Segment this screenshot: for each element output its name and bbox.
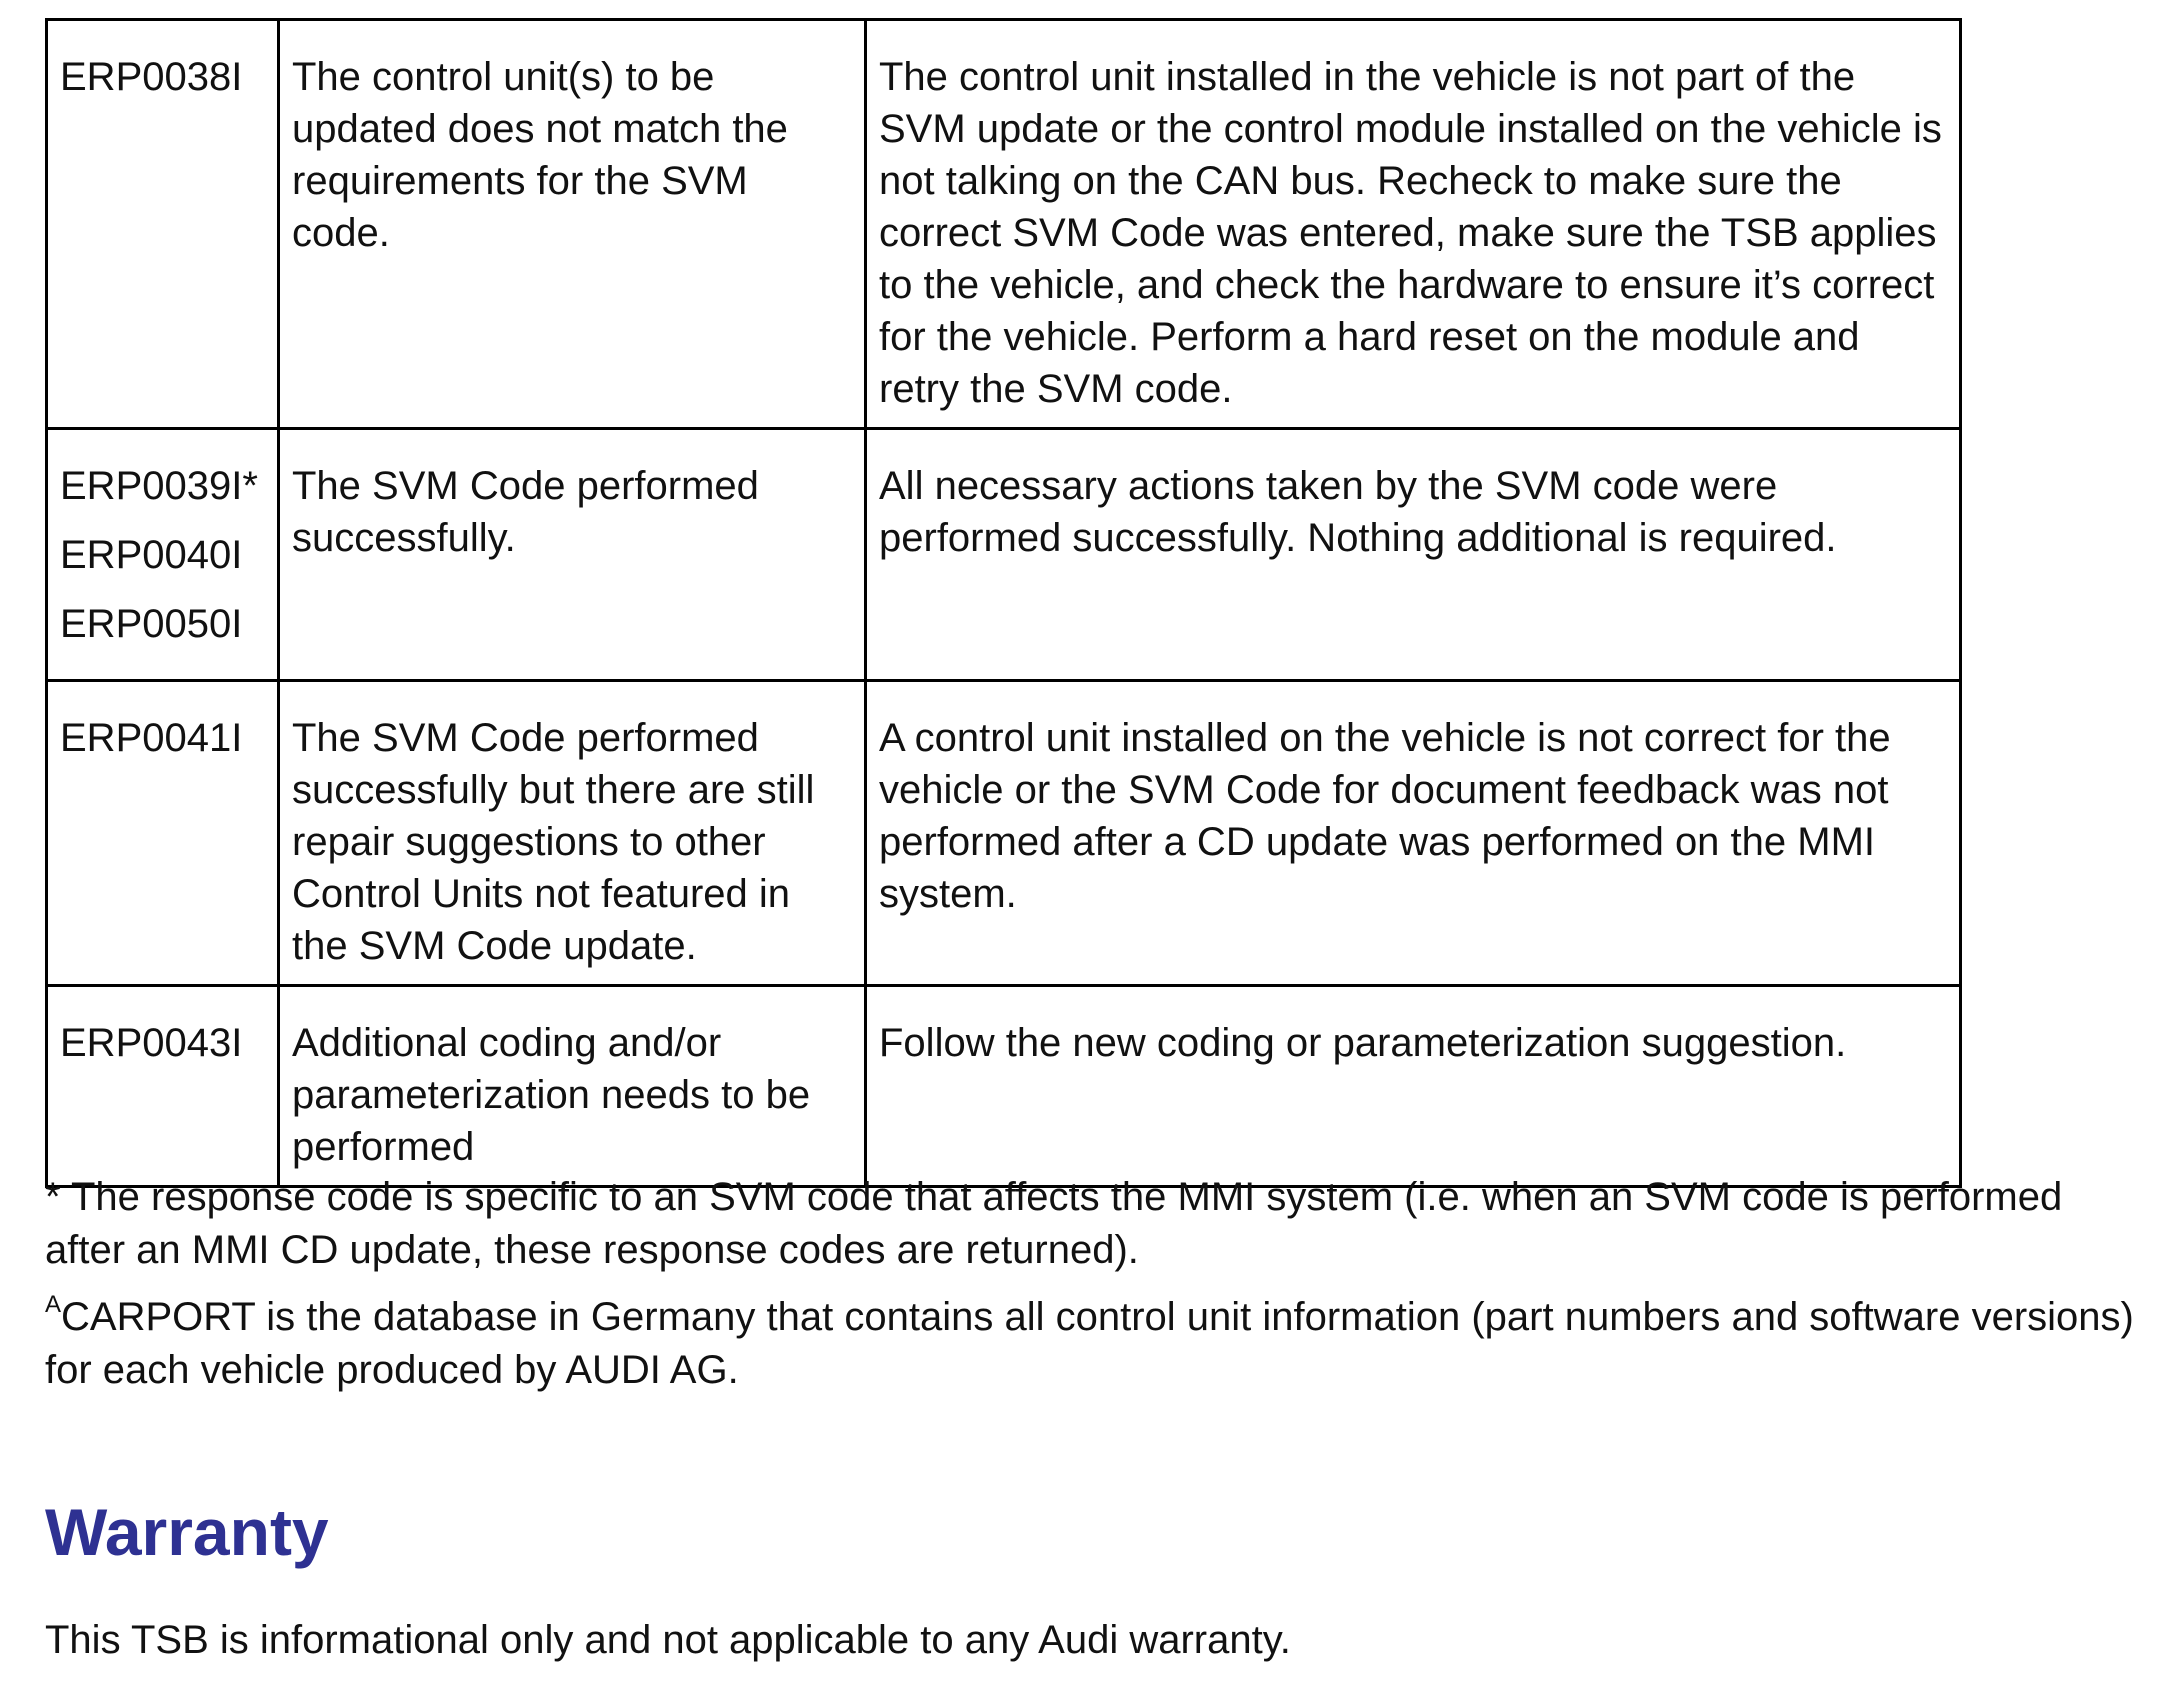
response-code-cell — [47, 20, 279, 429]
warranty-text: This TSB is informational only and not applicable to any Audi warranty. — [45, 1618, 1291, 1662]
response-code: ERP0041I — [60, 716, 243, 760]
response-code: ERP0050I — [60, 602, 243, 646]
footnote-carport — [45, 1291, 2145, 1397]
action-cell: A control unit installed on the vehicle is not correct for the vehicle or the SVM Code for document feedback was not performed after a CD update was performed on the MMI system. — [866, 681, 1961, 986]
response-code: ERP0043I — [60, 1021, 243, 1065]
description-cell: The SVM Code performed successfully but there are still repair suggestions to other Control Units not featured in the SVM Code update. — [279, 681, 866, 986]
footnote-marker: A — [45, 1291, 62, 1318]
description-cell: The control unit(s) to be updated does not match the requirements for the SVM code. — [279, 20, 866, 429]
description-cell: Additional coding and/or parameterization needs to be performed — [279, 986, 866, 1187]
action-cell: Follow the new coding or parameterization suggestion. — [866, 986, 1961, 1187]
response-codes-table — [45, 18, 1962, 1188]
action-cell: All necessary actions taken by the SVM code were performed successfully. Nothing additional is required. — [866, 429, 1961, 681]
table-row — [47, 20, 1961, 429]
table-row — [47, 681, 1961, 986]
action-cell: The control unit installed in the vehicle is not part of the SVM update or the control module installed on the vehicle is not talking on the CAN bus. Recheck to make sure the correct SVM Code was entered, make sure the TSB applies to the vehicle, and check the hardware to ensure it’s correct for the vehicle. Perform a hard reset on the module and retry the SVM code. — [866, 20, 1961, 429]
footnote-asterisk: * The response code is specific to an SVM code that affects the MMI system (i.e. when an SVM code is performed after an MMI CD update, these response codes are returned). — [45, 1175, 2063, 1272]
response-code: ERP0040I — [60, 533, 243, 577]
footnote-carport-text: CARPORT is the database in Germany that contains all control unit information (part numbers and software versions) for each vehicle produced by AUDI AG. — [45, 1295, 2134, 1392]
response-code-cell — [47, 681, 279, 986]
warranty-heading: Warranty — [45, 1495, 329, 1569]
response-code: ERP0038I — [60, 55, 243, 99]
response-code-cell — [47, 429, 279, 681]
table-row — [47, 986, 1961, 1187]
description-cell: The SVM Code performed successfully. — [279, 429, 866, 681]
response-code: ERP0039I* — [60, 464, 258, 508]
response-code-cell — [47, 986, 279, 1187]
table-row — [47, 429, 1961, 681]
